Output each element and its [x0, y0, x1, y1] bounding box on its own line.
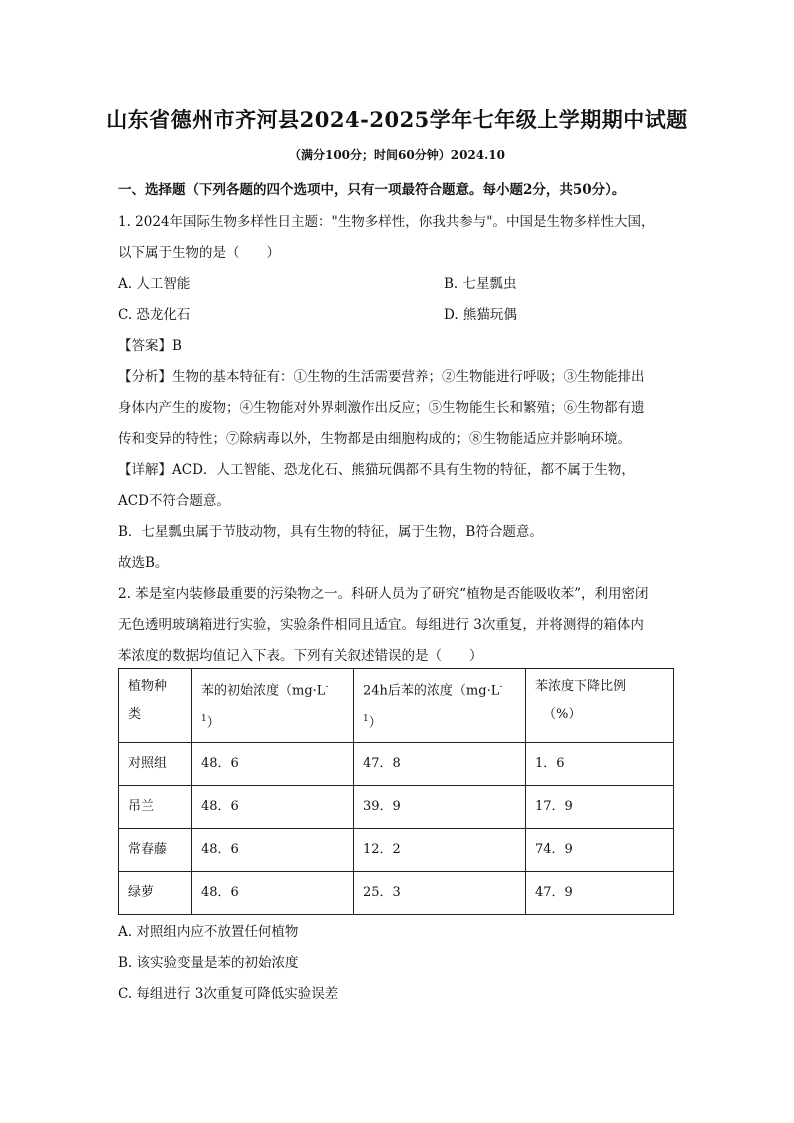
q2-stem-line3: 苯浓度的数据均值记入下表。下列有关叙述错误的是（ ） — [118, 648, 483, 664]
table-row — [119, 828, 674, 871]
q2-option-c: C. 每组进行 3次重复可降低实验误差 — [118, 986, 339, 1002]
page-subtitle: （满分100分；时间60分钟）2024.10 — [288, 148, 506, 162]
header-24h-concentration: 24h后苯的浓度（mg·L- $^1$） — [354, 669, 526, 743]
benzene-data-table — [118, 668, 674, 915]
q1-conclusion: 故选B。 — [118, 555, 169, 571]
table-cell: 25．3 — [354, 871, 526, 914]
q1-analysis-line1: 【分析】生物的基本特征有：①生物的生活需要营养；②生物能进行呼吸；③生物能排出 — [118, 369, 645, 385]
q1-detail-line2: ACD不符合题意。 — [118, 493, 230, 509]
header-initial-concentration: 苯的初始浓度（mg·L- $^1$） — [192, 669, 354, 743]
table-header-row — [119, 669, 674, 743]
page-title: 山东省德州市齐河县2024-2025学年七年级上学期期中试题 — [106, 107, 688, 132]
q2-option-b: B. 该实验变量是苯的初始浓度 — [118, 955, 299, 971]
table-row — [119, 785, 674, 828]
table-cell: 绿萝 — [119, 871, 192, 914]
q1-stem-line1: 1. 2024年国际生物多样性日主题："生物多样性，你我共参与"。中国是生物多样性大国， — [118, 214, 655, 230]
q1-detail-line1: 【详解】ACD．人工智能、恐龙化石、熊猫玩偶都不具有生物的特征，都不属于生物， — [118, 462, 635, 478]
header-plant-type: 植物种 类 — [119, 669, 192, 743]
table-cell: 47．9 — [526, 871, 674, 914]
table-row — [119, 871, 674, 914]
q1-option-a: A. 人工智能 — [118, 276, 191, 292]
q1-option-b: B. 七星瓢虫 — [444, 276, 517, 292]
table-cell: 48．6 — [192, 871, 354, 914]
q1-option-d: D. 熊猫玩偶 — [444, 307, 517, 323]
q1-detail-line3: B．七星瓢虫属于节肢动物，具有生物的特征，属于生物，B符合题意。 — [118, 524, 543, 540]
table-cell: 39．9 — [354, 785, 526, 828]
q1-analysis-line2: 身体内产生的废物；④生物能对外界刺激作出反应；⑤生物能生长和繁殖；⑥生物都有遗 — [118, 400, 645, 416]
table-cell: 47．8 — [354, 742, 526, 785]
header-decrease-ratio: 苯浓度下降比例 （%） — [526, 669, 674, 743]
table-cell: 17．9 — [526, 785, 674, 828]
table-cell: 吊兰 — [119, 785, 192, 828]
table-cell: 48．6 — [192, 785, 354, 828]
table-cell: 常春藤 — [119, 828, 192, 871]
table-cell: 74．9 — [526, 828, 674, 871]
q1-analysis-line3: 传和变异的特性；⑦除病毒以外，生物都是由细胞构成的；⑧生物能适应并影响环境。 — [118, 431, 631, 447]
q1-answer: 【答案】B — [118, 338, 182, 354]
q2-option-a: A. 对照组内应不放置任何植物 — [118, 924, 299, 940]
table-cell: 12．2 — [354, 828, 526, 871]
table-cell: 48．6 — [192, 742, 354, 785]
q2-stem-line1: 2. 苯是室内装修最重要的污染物之一。科研人员为了研究“植物是否能吸收苯”，利用密闭 — [118, 586, 649, 602]
table-cell: 对照组 — [119, 742, 192, 785]
q1-stem-line2: 以下属于生物的是（ ） — [118, 245, 280, 261]
section-heading: 一、选择题（下列各题的四个选项中，只有一项最符合题意。每小题2分，共50分）。 — [118, 182, 626, 198]
table-cell: 1．6 — [526, 742, 674, 785]
table-cell: 48．6 — [192, 828, 354, 871]
q2-stem-line2: 无色透明玻璃箱进行实验，实验条件相同且适宜。每组进行 3次重复，并将测得的箱体内 — [118, 617, 644, 633]
q1-option-c: C. 恐龙化石 — [118, 307, 191, 323]
table-row — [119, 742, 674, 785]
